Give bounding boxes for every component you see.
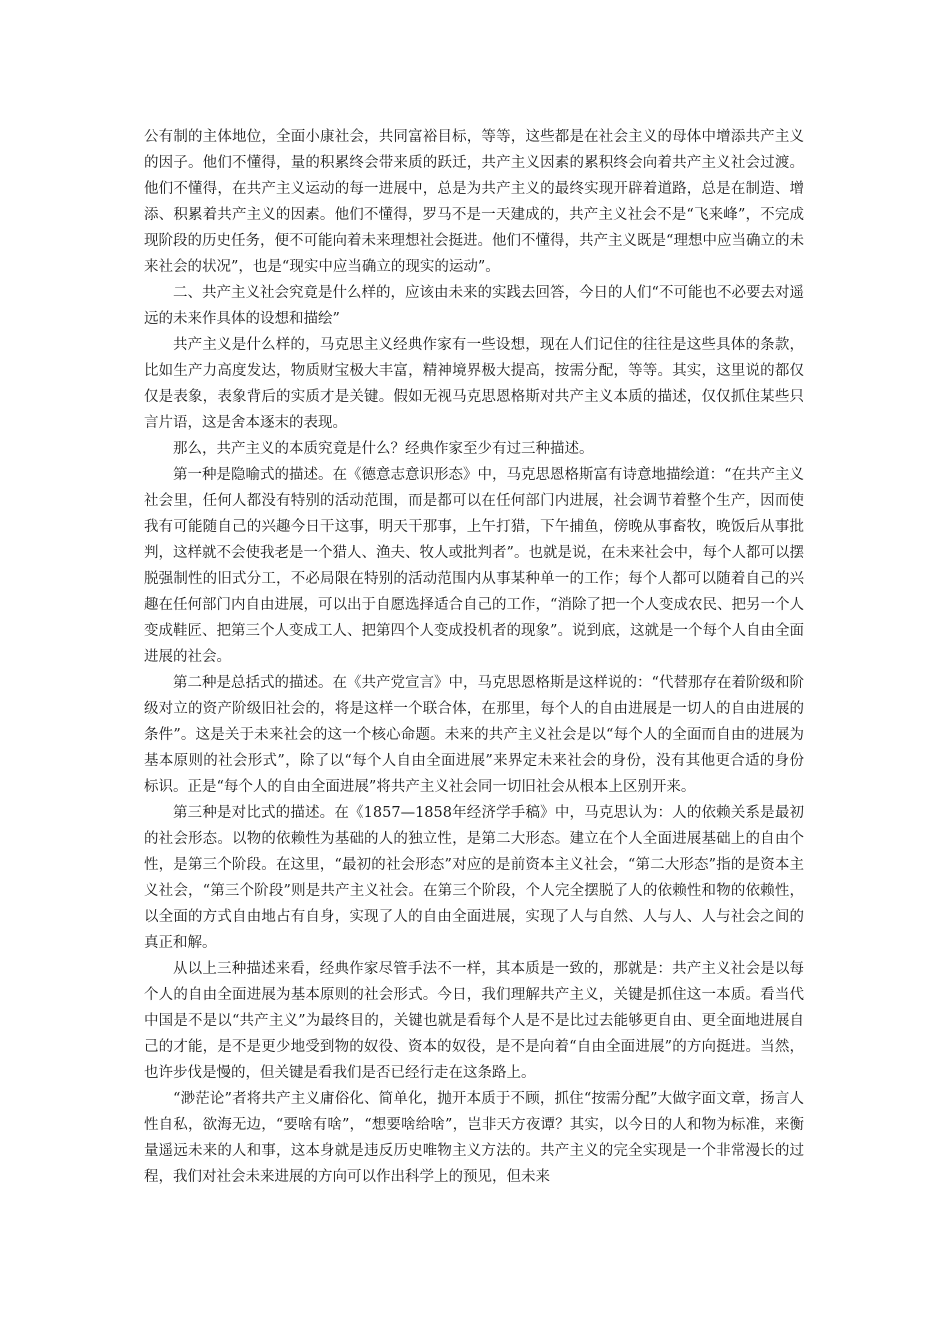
paragraph: 那么，共产主义的本质究竟是什么？经典作家至少有过三种描述。 xyxy=(173,441,594,457)
section-heading: 二、共产主义社会究竟是什么样的，应该由未来的实践去回答，今日的人们“不可能也不必要去对遥远的未来作具体的设想和描绘” xyxy=(144,285,804,327)
paragraph: 共产主义是什么样的，马克思主义经典作家有一些设想，现在人们记住的往往是这些具体的条款，比如生产力高度发达，物质财宝极大丰富，精神境界极大提高，按需分配，等等。其实，这里说的都仅仅是表象，表象背后的实质才是关键。假如无视马克思恩格斯对共产主义本质的描述，仅仅抓住某些只言片语，这是舍本逐末的表现。 xyxy=(144,337,804,431)
paragraph: 第二种是总括式的描述。在《共产党宣言》中，马克思恩格斯是这样说的：“代替那存在着阶级和阶级对立的资产阶级旧社会的，将是这样一个联合体，在那里，每个人的自由进展是一切人的自由进展的条件”。这是关于未来社会的这一个核心命题。未来的共产主义社会是以“每个人的全面而自由的进展为基本原则的社会形式”，除了以“每个人自由全面进展”来界定未来社会的身份，没有其他更合适的身份标识。正是“每个人的自由全面进展”将共产主义社会同一切旧社会从根本上区别开来。 xyxy=(144,675,804,795)
paragraph: 第一种是隐喻式的描述。在《德意志意识形态》中，马克思恩格斯富有诗意地描绘道：“在共产主义社会里，任何人都没有特别的活动范围，而是都可以在任何部门内进展，社会调节着整个生产，因而使我有可能随自己的兴趣今日干这事，明天干那事，上午打猎，下午捕鱼，傍晚从事畜牧，晚饭后从事批判，这样就不会使我老是一个猎人、渔夫、牧人或批判者”。也就是说，在未来社会中，每个人都可以摆脱强制性的旧式分工，不必局限在特别的活动范围内从事某种单一的工作；每个人都可以随着自己的兴趣在任何部门内自由进展，可以出于自愿选择适合自己的工作，“消除了把一个人变成农民、把另一个人变成鞋匠、把第三个人变成工人、把第四个人变成投机者的现象”。说到底，这就是一个每个人自由全面进展的社会。 xyxy=(144,467,804,665)
document-page xyxy=(144,124,804,1190)
paragraph: “渺茫论”者将共产主义庸俗化、简单化，抛开本质于不顾，抓住“按需分配”大做字面文章，扬言人性自私，欲海无边，“要啥有啥”，“想要啥给啥”，岂非天方夜谭？其实，以今日的人和物为标准，来衡量遥远未来的人和事，这本身就是违反历史唯物主义方法的。共产主义的完全实现是一个非常漫长的过程，我们对社会未来进展的方向可以作出科学上的预见，但未来 xyxy=(144,1091,804,1185)
paragraph: 从以上三种描述来看，经典作家尽管手法不一样，其本质是一致的，那就是：共产主义社会是以每个人的自由全面进展为基本原则的社会形式。今日，我们理解共产主义，关键是抓住这一本质。看当代中国是不是以“共产主义”为最终目的，关键也就是看每个人是不是比过去能够更自由、更全面地进展自己的才能，是不是更少地受到物的奴役、资本的奴役，是不是向着“自由全面进展”的方向挺进。当然，也许步伐是慢的，但关键是看我们是否已经行走在这条路上。 xyxy=(144,961,804,1081)
paragraph: 第三种是对比式的描述。在《1857—1858年经济学手稿》中，马克思认为：人的依赖关系是最初的社会形态。以物的依赖性为基础的人的独立性，是第二大形态。建立在个人全面进展基础上的自由个性，是第三个阶段。在这里，“最初的社会形态”对应的是前资本主义社会，“第二大形态”指的是资本主义社会，“第三个阶段”则是共产主义社会。在第三个阶段，个人完全摆脱了人的依赖性和物的依赖性，以全面的方式自由地占有自身，实现了人的自由全面进展，实现了人与自然、人与人、人与社会之间的真正和解。 xyxy=(144,805,804,951)
paragraph-continuation: 公有制的主体地位，全面小康社会，共同富裕目标，等等，这些都是在社会主义的母体中增添共产主义的因子。他们不懂得，量的积累终会带来质的跃迁，共产主义因素的累积终会向着共产主义社会过渡。他们不懂得，在共产主义运动的每一进展中，总是为共产主义的最终实现开辟着道路，总是在制造、增添、积累着共产主义的因素。他们不懂得，罗马不是一天建成的，共产主义社会不是“飞来峰”，不完成现阶段的历史任务，便不可能向着未来理想社会挺进。他们不懂得，共产主义既是“理想中应当确立的未来社会的状况”，也是“现实中应当确立的现实的运动”。 xyxy=(144,129,804,275)
